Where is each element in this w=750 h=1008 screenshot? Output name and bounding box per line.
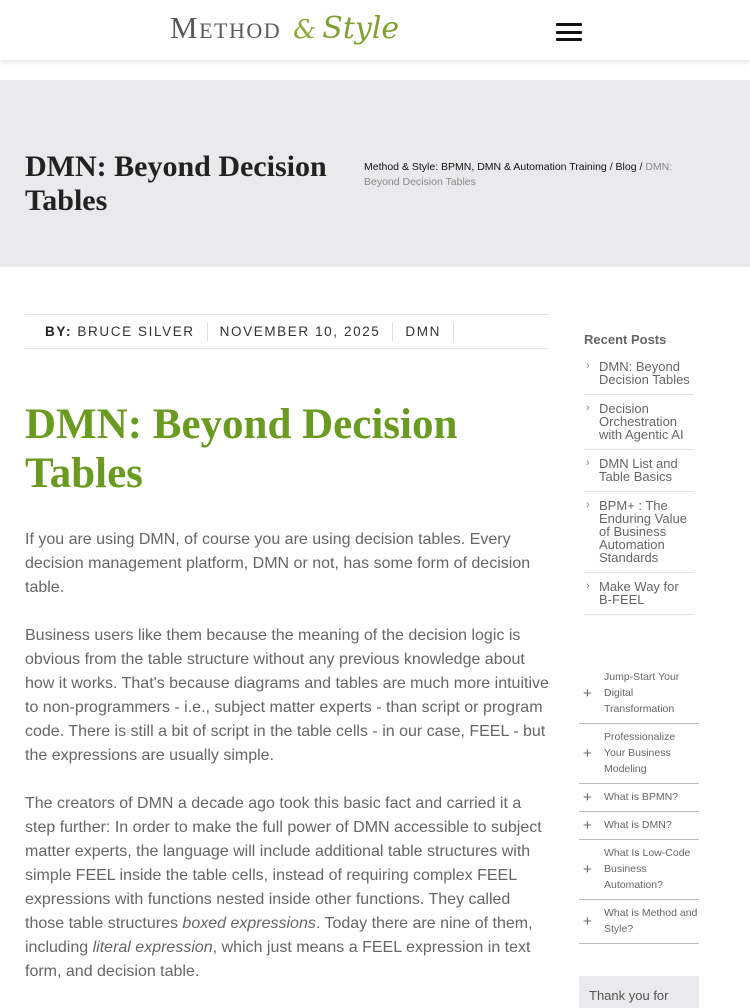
site-header (0, 0, 750, 60)
sidebar-link[interactable]: Jump-Start Your Digital Transformation (604, 671, 680, 715)
sidebar-link-item[interactable] (579, 664, 699, 724)
post-body (25, 528, 553, 1008)
chevron-right-icon: › (586, 402, 590, 414)
sidebar-link-item[interactable] (579, 840, 699, 900)
emphasis-boxed-expressions: boxed expressions (182, 915, 316, 932)
recent-post-link[interactable]: BPM+ : The Enduring Value of Business Automation Standards (599, 498, 687, 565)
recent-post-item[interactable] (584, 499, 694, 573)
post-category-link[interactable]: DMN (393, 322, 454, 341)
breadcrumb-separator: / (609, 161, 613, 173)
plus-icon: + (583, 788, 592, 806)
sidebar-link[interactable]: What is DMN? (604, 819, 672, 831)
site-logo[interactable] (170, 10, 399, 54)
page-title-band (0, 80, 750, 267)
plus-icon: + (583, 912, 592, 930)
breadcrumb-separator: / (639, 161, 643, 173)
page-title: DMN: Beyond Decision Tables (25, 150, 327, 217)
logo-style-text: Style (322, 11, 400, 46)
sidebar-link[interactable]: Professionalize Your Business Modeling (604, 731, 676, 775)
text-run: The creators of DMN a decade ago took this basic fact and carried it a step further: In order to make the full power of DMN accessible to subject matter experts, the language will include additional table structures with simple FEEL inside the table cells, instead of requiring complex FEEL expressions with functions nested inside other functions. They called those table structures (25, 795, 542, 932)
post-date: NOVEMBER 10, 2025 (208, 322, 394, 341)
chevron-right-icon: › (586, 499, 590, 511)
recent-posts-list (584, 360, 694, 622)
hamburger-bar (556, 23, 582, 26)
chevron-right-icon: › (586, 457, 590, 469)
text-run: . Today there are nine of them, including (25, 915, 533, 956)
sidebar-link[interactable]: What is Method and Style? (604, 907, 698, 935)
post-paragraph (25, 792, 553, 984)
plus-icon: + (583, 816, 592, 834)
sidebar-link-list (579, 664, 699, 944)
text-run: , which just means a FEEL expression in text form, and decision table. (25, 939, 531, 980)
emphasis-literal-expression: literal expression (92, 939, 213, 956)
thank-you-box: Thank you for (579, 976, 699, 1008)
logo-method-text: Method (170, 10, 282, 45)
breadcrumb-blog-link[interactable]: Blog (615, 161, 637, 173)
sidebar-link[interactable]: What is BPMN? (604, 791, 679, 803)
sidebar-link-item[interactable] (579, 724, 699, 784)
breadcrumb (364, 160, 709, 190)
author-name-link[interactable]: BRUCE SILVER (77, 324, 195, 339)
plus-icon: + (583, 860, 592, 878)
plus-icon: + (583, 744, 592, 762)
recent-post-link[interactable]: Make Way for B-FEEL (599, 579, 679, 607)
recent-posts-heading: Recent Posts (584, 332, 667, 347)
post-meta-bar (25, 314, 548, 349)
recent-post-item[interactable] (584, 580, 694, 615)
breadcrumb-current: DMN: Beyond Decision Tables (364, 161, 673, 188)
recent-post-item[interactable] (584, 360, 694, 395)
post-author (25, 322, 208, 341)
chevron-right-icon: › (586, 580, 590, 592)
hamburger-menu-icon[interactable] (556, 23, 582, 41)
author-label: BY: (45, 324, 73, 339)
recent-post-item[interactable] (584, 457, 694, 492)
post-paragraph: Business users like them because the meaning of the decision logic is obvious from the table structure without any previous knowledge about how it works. That's because diagrams and tables are much more intuitive to non-programmers - i.e., subject matter experts - than script or program code. There is still a bit of script in the table cells - in our case, FEEL - but the expressions are usually simple. (25, 627, 549, 764)
recent-post-link[interactable]: DMN: Beyond Decision Tables (599, 359, 690, 387)
sidebar-link-item[interactable] (579, 784, 699, 812)
plus-icon: + (583, 684, 592, 702)
hamburger-bar (556, 38, 582, 41)
recent-post-link[interactable]: Decision Orchestration with Agentic AI (599, 401, 684, 442)
recent-post-item[interactable] (584, 402, 694, 450)
sidebar-link-item[interactable] (579, 900, 699, 944)
sidebar-link-item[interactable] (579, 812, 699, 840)
breadcrumb-home-link[interactable]: Method & Style: BPMN, DMN & Automation Training (364, 161, 607, 173)
sidebar-link[interactable]: What Is Low-Code Business Automation? (604, 847, 691, 891)
chevron-right-icon: › (586, 360, 590, 372)
logo-ampersand: & (293, 15, 317, 45)
hamburger-bar (556, 31, 582, 34)
post-title: DMN: Beyond Decision Tables (25, 401, 458, 497)
recent-post-link[interactable]: DMN List and Table Basics (599, 456, 678, 484)
post-paragraph: If you are using DMN, of course you are using decision tables. Every decision management platform, DMN or not, has some form of decision table. (25, 531, 531, 596)
